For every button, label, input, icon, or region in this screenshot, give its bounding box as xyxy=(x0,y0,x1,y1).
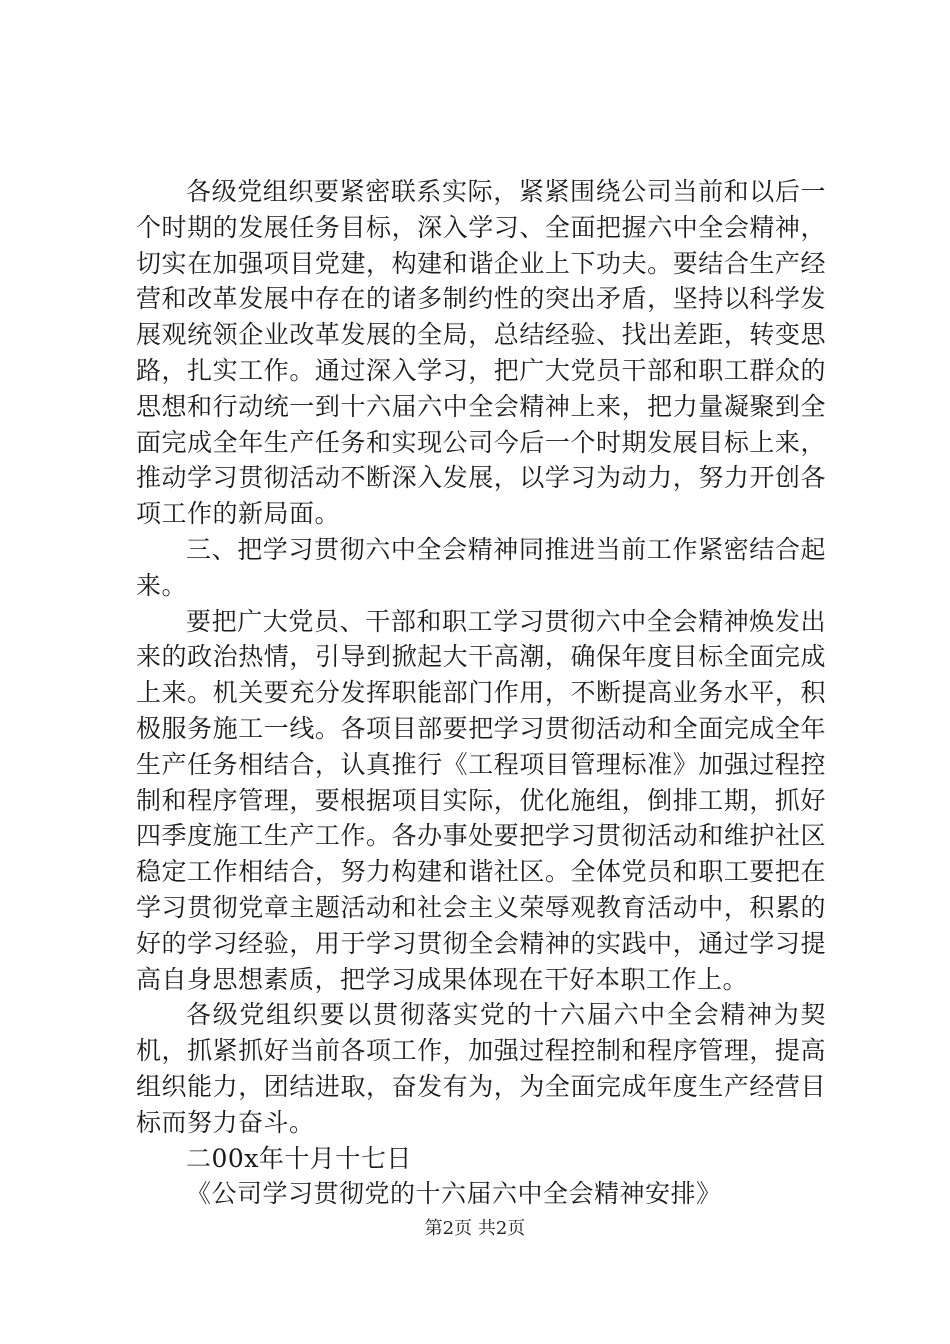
paragraph-1: 各级党组织要紧密联系实际，紧紧围绕公司当前和以后一个时期的发展任务目标，深入学习、全面把握六中全会精神，切实在加强项目党建，构建和谐企业上下功夫。要结合生产经营和改革发展中存在的诸多制约性的突出矛盾，坚持以科学发展观统领企业改革发展的全局，总结经验、找出差距，转变思路，扎实工作。通过深入学习，把广大党员干部和职工群众的思想和行动统一到十六届六中全会精神上来，把力量凝聚到全面完成全年生产任务和实现公司今后一个时期发展目标上来，推动学习贯彻活动不断深入发展，以学习为动力，努力开创各项工作的新局面。 xyxy=(136,177,826,529)
document-body xyxy=(136,174,826,1212)
page-number-footer: 第2页 共2页 xyxy=(424,1218,526,1239)
paragraph-3: 各级党组织要以贯彻落实党的十六届六中全会精神为契机，抓紧抓好当前各项工作，加强过程控制和程序管理，提高组织能力，团结进取，奋发有为，为全面完成年度生产经营目标而努力奋斗。 xyxy=(136,1000,826,1137)
paragraph-2: 要把广大党员、干部和职工学习贯彻六中全会精神焕发出来的政治热情，引导到掀起大干高潮，确保年度目标全面完成上来。机关要充分发挥职能部门作用，不断提高业务水平，积极服务施工一线。各项目部要把学习贯彻活动和全面完成全年生产任务相结合，认真推行《工程项目管理标准》加强过程控制和程序管理，要根据项目实际，优化施组，倒排工期，抓好四季度施工生产工作。各办事处要把学习贯彻活动和维护社区稳定工作相结合，努力构建和谐社区。全体党员和职工要把在学习贯彻党章主题活动和社会主义荣辱观教育活动中，积累的好的学习经验，用于学习贯彻全会精神的实践中，通过学习提高自身思想素质，把学习成果体现在干好本职工作上。 xyxy=(136,606,826,994)
document-date: 二00x年十月十七日 xyxy=(186,1143,412,1173)
document-title: 《公司学习贯彻党的十六届六中全会精神安排》 xyxy=(186,1179,722,1209)
paragraph-section-heading: 三、把学习贯彻六中全会精神同推进当前工作紧密结合起来。 xyxy=(136,534,826,600)
